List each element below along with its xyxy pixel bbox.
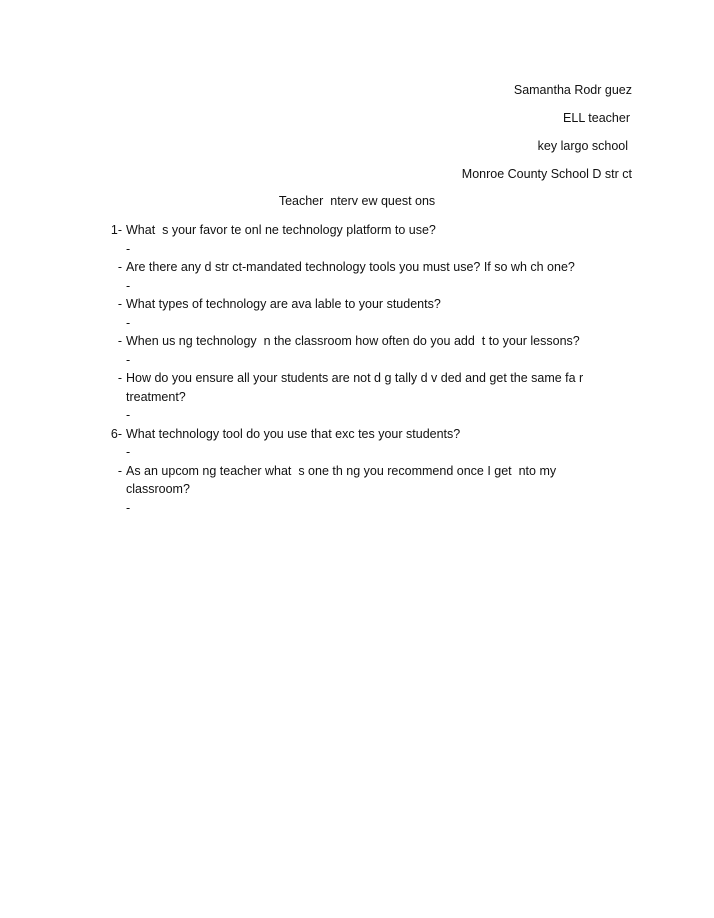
question-item (98, 425, 618, 462)
answer-placeholder: - (126, 408, 131, 422)
author-name: Samantha Rodr guez (513, 83, 632, 97)
answer-placeholder: - (126, 500, 131, 515)
answer-placeholder: - (126, 445, 131, 459)
answer-placeholder: - (126, 315, 131, 330)
answer-placeholder: - (126, 278, 131, 293)
answer-placeholder: - (126, 241, 131, 256)
question-text: When us ng technology n the classroom how often do you add t to your lessons? (126, 334, 580, 348)
question-item (98, 369, 618, 425)
question-list (98, 221, 618, 517)
question-text: Are there any d str ct-mandated technology tools you must use? If so wh ch one? (126, 260, 575, 274)
list-marker: - (117, 463, 122, 478)
author-role: ELL teacher (563, 111, 630, 125)
question-text: What technology tool do you use that exc tes your students? (126, 426, 461, 441)
list-marker: - (117, 334, 122, 348)
list-marker: - (117, 371, 122, 385)
list-marker: 1- (110, 223, 122, 237)
list-marker: - (117, 297, 122, 311)
list-marker: 6- (110, 426, 122, 441)
question-item (98, 221, 618, 258)
document-title: Teacher nterv ew quest ons (278, 194, 436, 208)
school-name: key largo school (537, 139, 628, 153)
question-text: What types of technology are ava lable to your students? (126, 297, 441, 311)
list-marker: - (117, 260, 122, 274)
question-text: How do you ensure all your students are not d g tally d v ded and get the same fa r treatment? (126, 371, 587, 404)
question-item (98, 462, 618, 518)
question-text: What s your favor te onl ne technology platform to use? (126, 223, 436, 237)
question-item (98, 295, 618, 332)
district-name: Monroe County School D str ct (461, 167, 632, 181)
answer-placeholder: - (126, 352, 131, 367)
question-text: As an upcom ng teacher what s one th ng you recommend once I get nto my classroom? (126, 463, 560, 496)
question-item (98, 332, 618, 369)
question-item (98, 258, 618, 295)
